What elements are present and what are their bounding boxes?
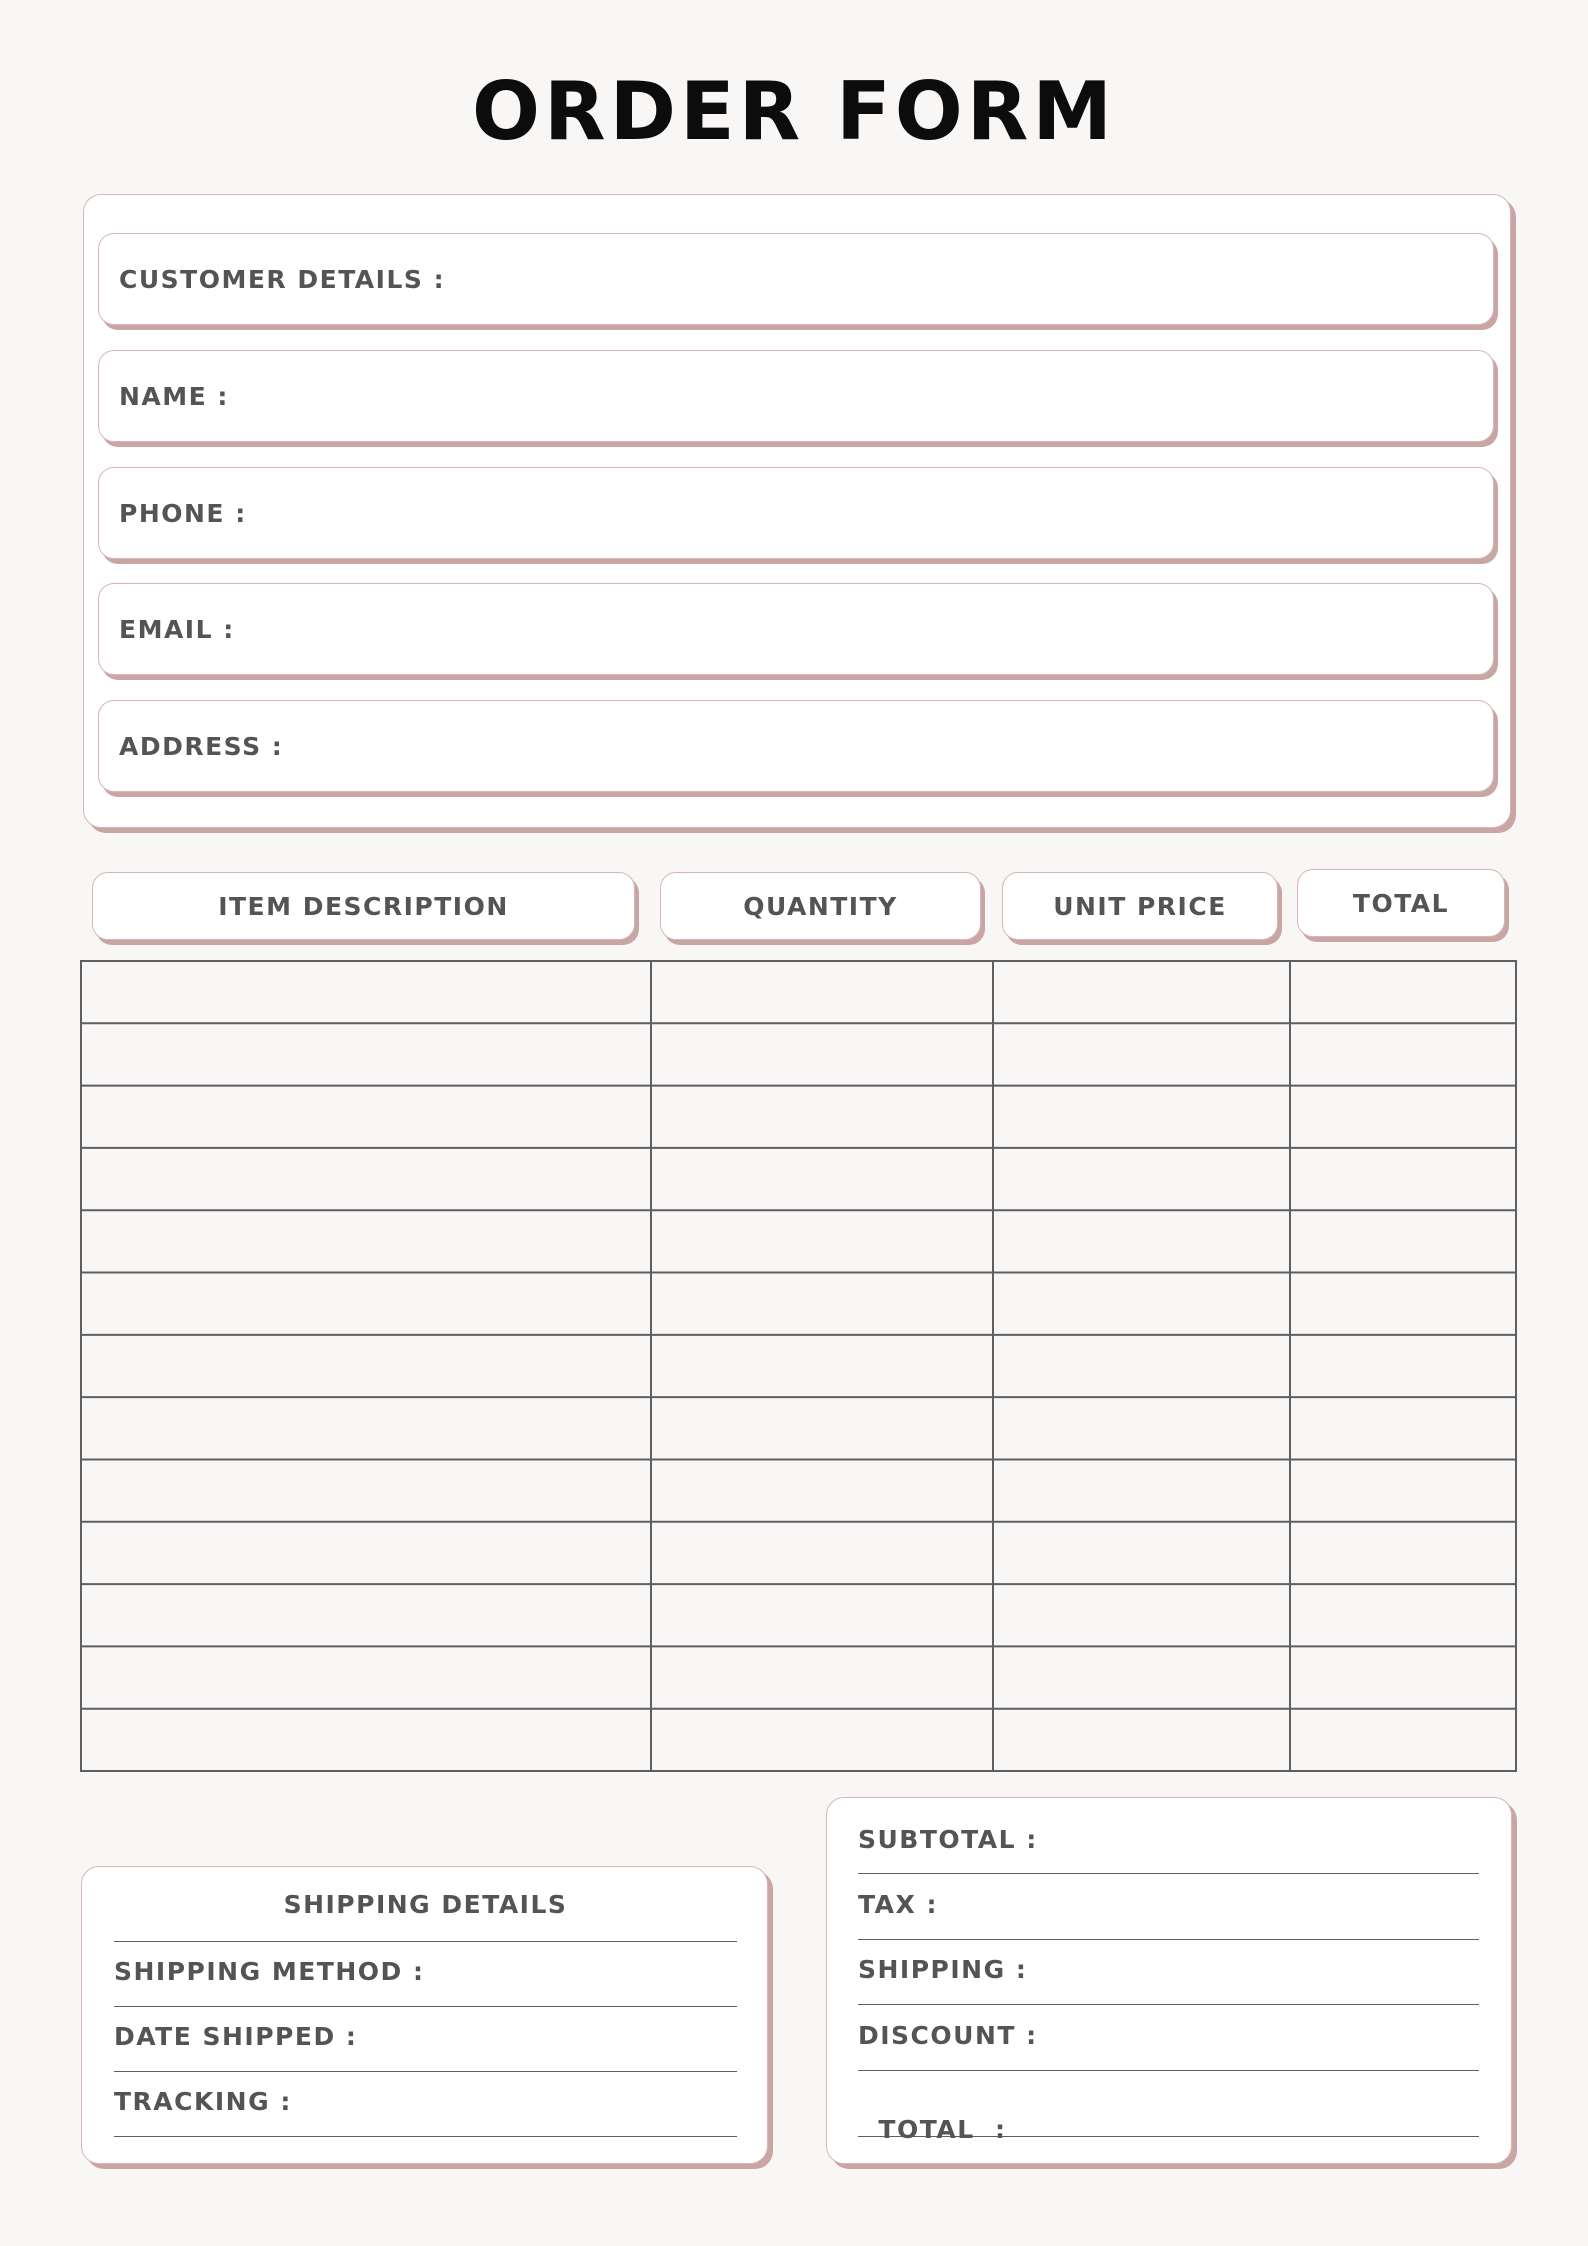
email-field[interactable] <box>98 583 1494 675</box>
discount-field[interactable] <box>858 2021 1479 2071</box>
table-cell[interactable] <box>1292 1460 1515 1520</box>
shipping-method-field[interactable] <box>114 1957 737 2007</box>
name-label: NAME : <box>119 381 229 411</box>
header-unit-price-label: UNIT PRICE <box>1053 891 1227 921</box>
table-cell[interactable] <box>653 1211 991 1271</box>
table-cell[interactable] <box>1292 1149 1515 1209</box>
table-cell[interactable] <box>1292 1710 1515 1770</box>
items-table-grid <box>80 960 1517 1772</box>
table-cell[interactable] <box>995 1460 1288 1520</box>
table-cell[interactable] <box>82 1211 649 1271</box>
table-cell[interactable] <box>995 1523 1288 1583</box>
name-field[interactable] <box>98 350 1494 442</box>
date-shipped-label: DATE SHIPPED : <box>114 2022 358 2051</box>
table-cell[interactable] <box>995 962 1288 1022</box>
table-cell[interactable] <box>82 1647 649 1707</box>
table-cell[interactable] <box>82 1460 649 1520</box>
table-cell[interactable] <box>82 962 649 1022</box>
table-cell[interactable] <box>82 1274 649 1334</box>
grand-total-field[interactable] <box>858 2086 1479 2144</box>
table-cell[interactable] <box>1292 1585 1515 1645</box>
shipping-cost-label: SHIPPING : <box>858 1955 1028 1984</box>
subtotal-field[interactable] <box>858 1825 1479 1874</box>
table-cell[interactable] <box>995 1149 1288 1209</box>
table-cell[interactable] <box>82 1024 649 1084</box>
table-cell[interactable] <box>82 1087 649 1147</box>
customer-details-label: CUSTOMER DETAILS : <box>119 264 446 294</box>
table-cell[interactable] <box>1292 1336 1515 1396</box>
table-cell[interactable] <box>1292 1087 1515 1147</box>
table-cell[interactable] <box>653 1274 991 1334</box>
table-cell[interactable] <box>653 1087 991 1147</box>
header-quantity-label: QUANTITY <box>743 891 898 921</box>
table-cell[interactable] <box>995 1710 1288 1770</box>
table-cell[interactable] <box>1292 1024 1515 1084</box>
table-cell[interactable] <box>995 1336 1288 1396</box>
table-cell[interactable] <box>995 1211 1288 1271</box>
table-cell[interactable] <box>653 1647 991 1707</box>
grand-total-label: TOTAL : <box>878 2115 1007 2144</box>
discount-label: DISCOUNT : <box>858 2021 1038 2050</box>
table-cell[interactable] <box>82 1585 649 1645</box>
date-shipped-field[interactable] <box>114 2022 737 2072</box>
table-cell[interactable] <box>653 1024 991 1084</box>
table-cell[interactable] <box>653 1585 991 1645</box>
table-cell[interactable] <box>653 1460 991 1520</box>
table-cell[interactable] <box>995 1024 1288 1084</box>
table-cell[interactable] <box>995 1585 1288 1645</box>
table-cell[interactable] <box>82 1149 649 1209</box>
shipping-method-label: SHIPPING METHOD : <box>114 1957 425 1986</box>
table-cell[interactable] <box>995 1274 1288 1334</box>
table-cell[interactable] <box>653 1710 991 1770</box>
phone-label: PHONE : <box>119 498 247 528</box>
subtotal-label: SUBTOTAL : <box>858 1825 1038 1854</box>
shipping-cost-field[interactable] <box>858 1955 1479 2005</box>
table-cell[interactable] <box>653 1336 991 1396</box>
tax-field[interactable] <box>858 1890 1479 1940</box>
table-cell[interactable] <box>653 962 991 1022</box>
header-quantity <box>660 872 981 940</box>
phone-field[interactable] <box>98 467 1494 559</box>
table-cell[interactable] <box>653 1523 991 1583</box>
table-cell[interactable] <box>995 1647 1288 1707</box>
table-cell[interactable] <box>82 1398 649 1458</box>
table-cell[interactable] <box>1292 1211 1515 1271</box>
table-cell[interactable] <box>995 1087 1288 1147</box>
shipping-details-heading: SHIPPING DETAILS <box>114 1890 737 1942</box>
table-cell[interactable] <box>1292 1523 1515 1583</box>
header-item-description-label: ITEM DESCRIPTION <box>218 891 509 921</box>
table-cell[interactable] <box>82 1336 649 1396</box>
customer-details-field[interactable] <box>98 233 1494 325</box>
table-cell[interactable] <box>1292 1647 1515 1707</box>
table-cell[interactable] <box>1292 962 1515 1022</box>
header-unit-price <box>1002 872 1278 940</box>
table-cell[interactable] <box>82 1710 649 1770</box>
table-cell[interactable] <box>82 1523 649 1583</box>
table-cell[interactable] <box>1292 1398 1515 1458</box>
table-cell[interactable] <box>1292 1274 1515 1334</box>
address-field[interactable] <box>98 700 1494 792</box>
tax-label: TAX : <box>858 1890 938 1919</box>
table-cell[interactable] <box>653 1398 991 1458</box>
email-label: EMAIL : <box>119 614 235 644</box>
page-title: ORDER FORM <box>472 65 1116 158</box>
address-label: ADDRESS : <box>119 731 284 761</box>
header-total <box>1297 869 1505 937</box>
header-total-label: TOTAL <box>1352 888 1450 918</box>
items-table <box>80 960 1517 1772</box>
header-item-description <box>92 872 635 940</box>
table-cell[interactable] <box>995 1398 1288 1458</box>
tracking-field[interactable] <box>114 2087 737 2137</box>
tracking-label: TRACKING : <box>114 2087 292 2116</box>
table-cell[interactable] <box>653 1149 991 1209</box>
